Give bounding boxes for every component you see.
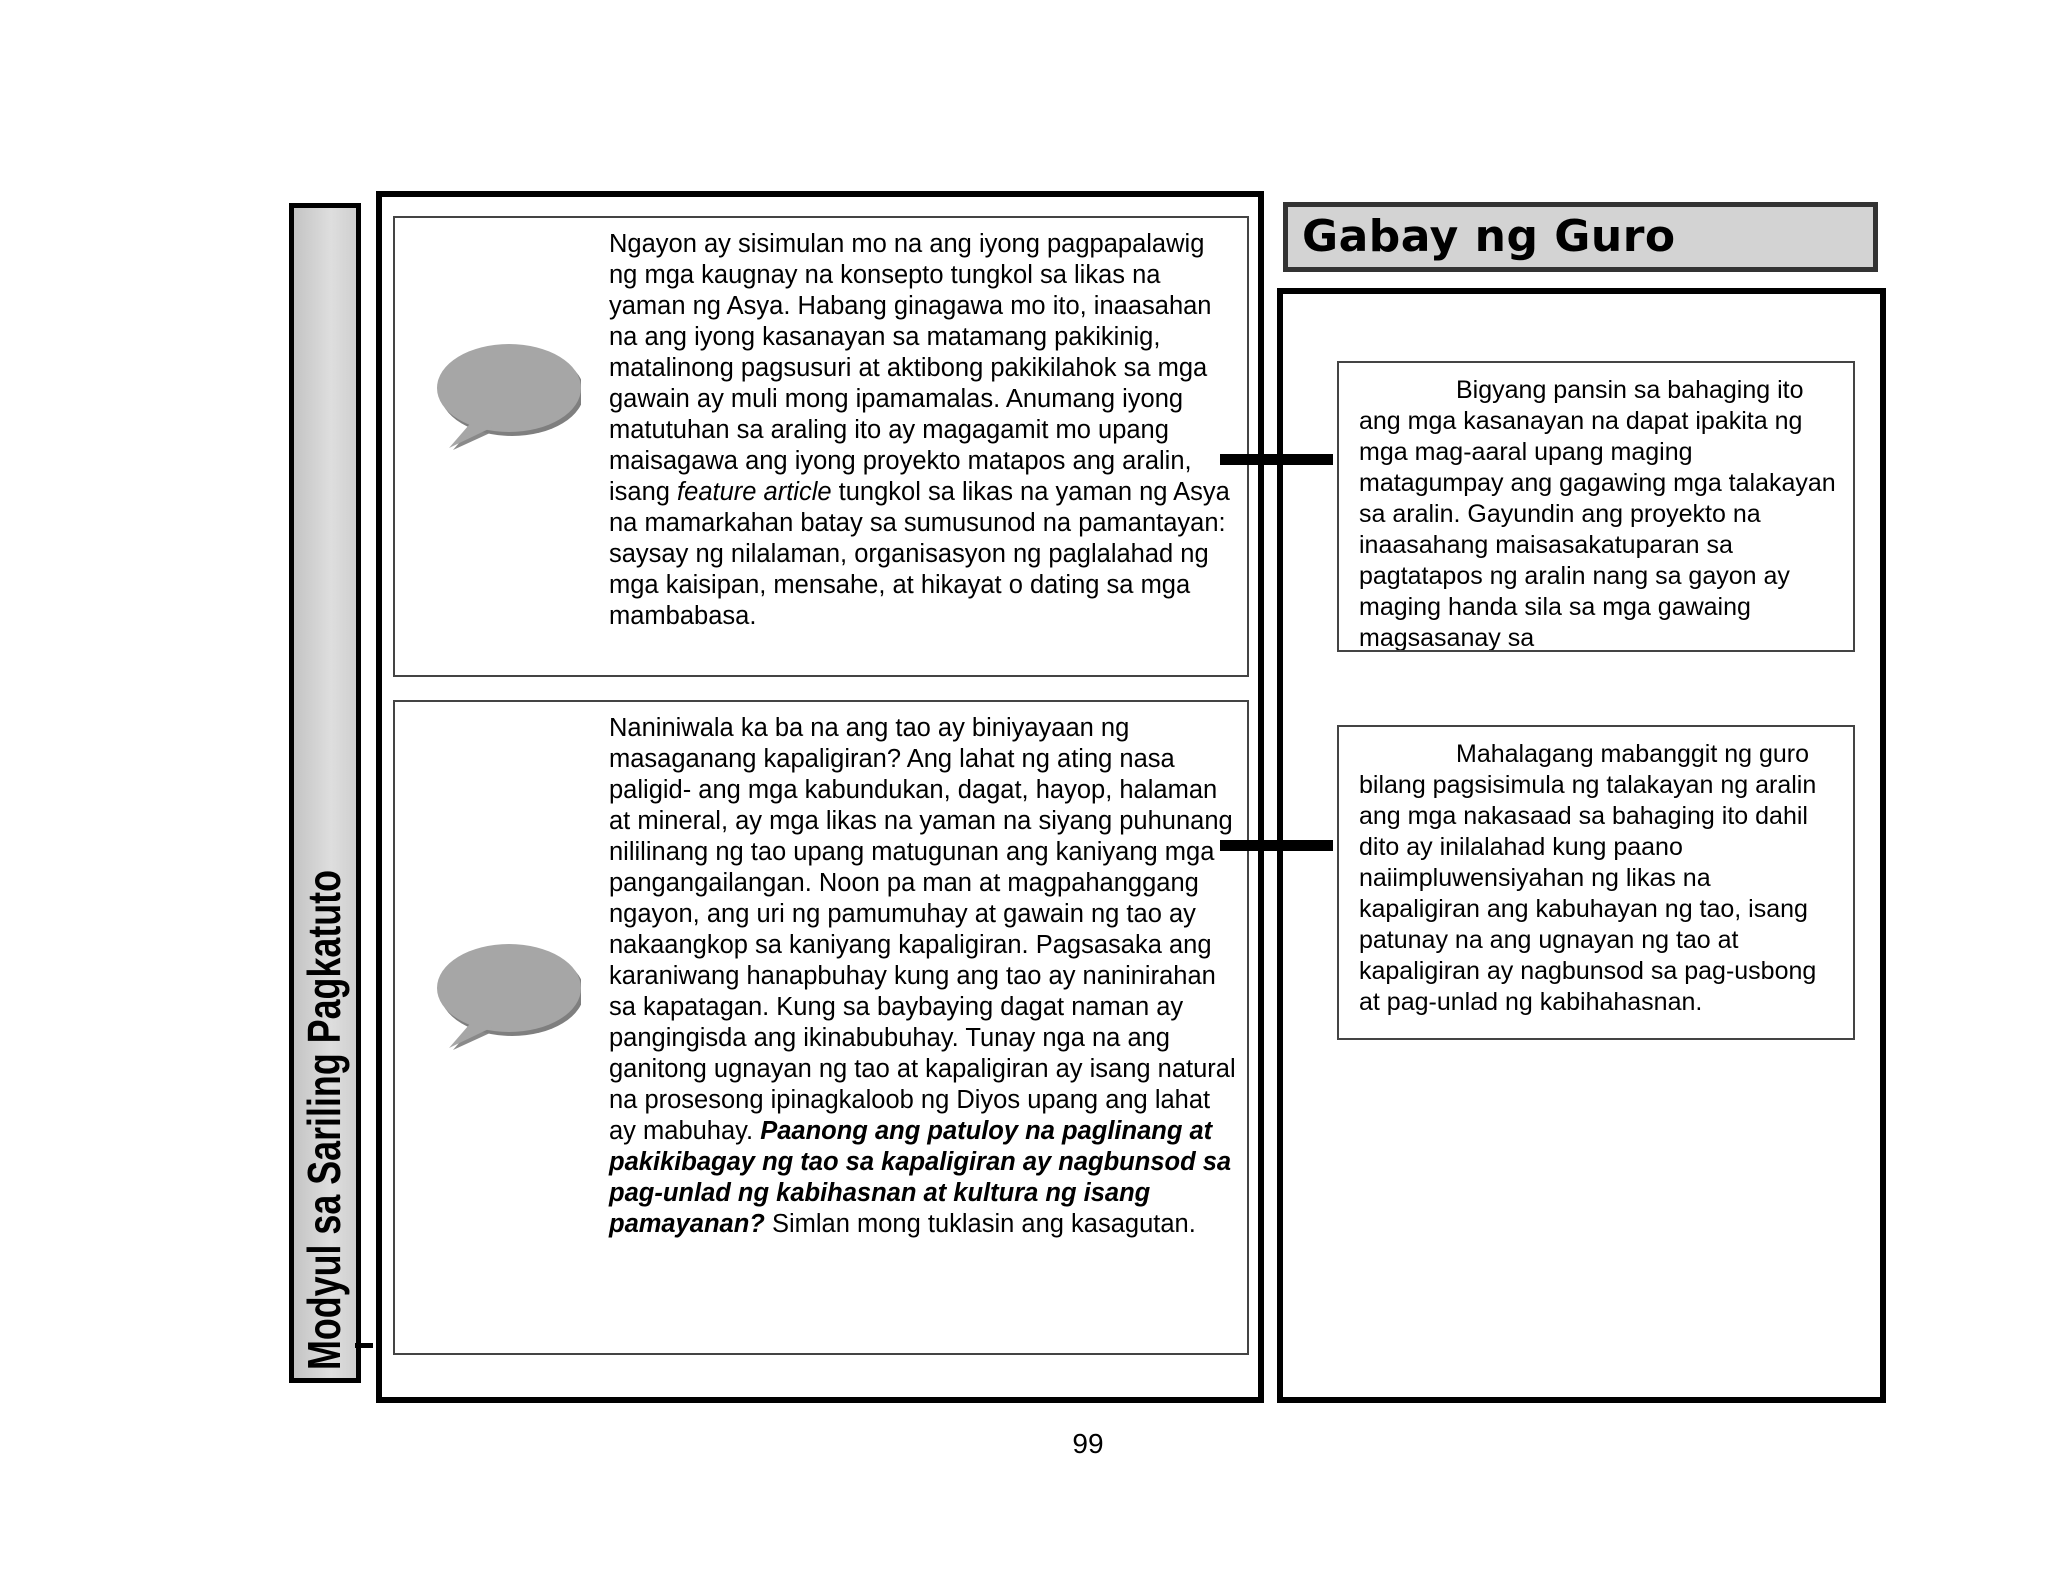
- speech-bubble-icon: [431, 936, 581, 1056]
- module-side-title: Modyul sa Sariling Pagkatuto: [298, 728, 350, 1370]
- guiding-question: Paanong ang patuloy na paglinang at pakikibagay ng tao sa kapaligiran ay nagbunsod sa pag-unlad ng kabihasnan at kultura ng isang pamayanan?: [609, 1117, 1232, 1238]
- speech-bubble-icon: [431, 336, 581, 456]
- module-side-title-svg: [294, 208, 356, 1378]
- connector-line: [1220, 840, 1333, 851]
- emphasis-text: feature article: [677, 478, 832, 506]
- paragraph-text: Ngayon ay sisimulan mo na ang iyong pagpapalawig ng mga kaugnay na konsepto tungkol sa likas na yaman ng Asya. Habang ginagawa mo ito, inaasahan na ang iyong kasanayan sa matamang pakikinig, matalinong pagsusuri at aktibong pakikilahok sa mga gawain ay muli mong ipamamalas. Anumang iyong matutuhan sa araling ito ay magagamit mo upang maisagawa ang iyong proyekto matapos ang aralin, isang: [609, 230, 1212, 506]
- lesson-panel-question: [393, 700, 1249, 1355]
- paragraph-text: Naniniwala ka ba na ang tao ay biniyayaan ng masaganang kapaligiran? Ang lahat ng ating nasa paligid- ang mga kabundukan, dagat, hayop, halaman at mineral, ay mga likas na yaman na siyang puhunang nililinang ng tao upang matugunan ang kaniyang mga pangangailangan. Noon pa man at magpahanggang ngayon, ang uri ng pamumuhay at gawain ng tao ay nakaangkop sa kaniyang kapaligiran. Pagsasaka ang karaniwang hanapbuhay kung ang tao ay naninirahan sa kapatagan. Kung sa baybaying dagat naman ay pangingisda ang ikinabubuhay. Tunay nga na ang ganitong ugnayan ng tao at kapaligiran ay isang natural na prosesong ipinagkaloob ng Diyos upang ang lahat ay mabuhay.: [609, 714, 1236, 1145]
- teacher-note-discussion: [1337, 725, 1855, 1040]
- paragraph-text: Simlan mong tuklasin ang kasagutan.: [764, 1210, 1196, 1238]
- teacher-guide-header: [1283, 202, 1878, 272]
- side-tab-notch: [355, 1343, 373, 1348]
- teacher-note-text: Bigyang pansin sa bahaging ito ang mga kasanayan na dapat ipakita ng mga mag-aaral upang maging matagumpay ang gagawing mga talakayan sa aralin. Gayundin ang proyekto na inaasahang maisasakatuparan sa pagtatapos ng aralin nang sa gayon ay maging handa sila sa mga gawaing magsasanay sa: [1359, 376, 1836, 652]
- teacher-note-skills: [1337, 361, 1855, 652]
- lesson-paragraph-question: [609, 713, 1239, 1240]
- teacher-guide-title: Gabay ng Guro: [1302, 211, 1676, 262]
- lesson-paragraph-intro: [609, 229, 1239, 632]
- module-side-tab: [289, 203, 361, 1383]
- paragraph-text: tungkol sa likas na yaman ng Asya na mamarkahan batay sa sumusunod na pamantayan: saysay ng nilalaman, organisasyon ng paglalahad ng mga kaisipan, mensahe, at hikayat o dating sa mga mambabasa.: [609, 478, 1230, 630]
- connector-line: [1220, 454, 1333, 465]
- page-number: 99: [1072, 1428, 1104, 1459]
- teacher-note-text: Mahalagang mabanggit ng guro bilang pagsisimula ng talakayan ng aralin ang mga nakasaad sa bahaging ito dahil dito ay inilalahad kung paano naiimpluwensiyahan ng likas na kapaligiran ang kabuhayan ng tao, isang patunay na ang ugnayan ng tao at kapaligiran ay nagbunsod sa pag-usbong at pag-unlad ng kabihahasnan.: [1359, 740, 1817, 1016]
- lesson-panel-intro: [393, 216, 1249, 677]
